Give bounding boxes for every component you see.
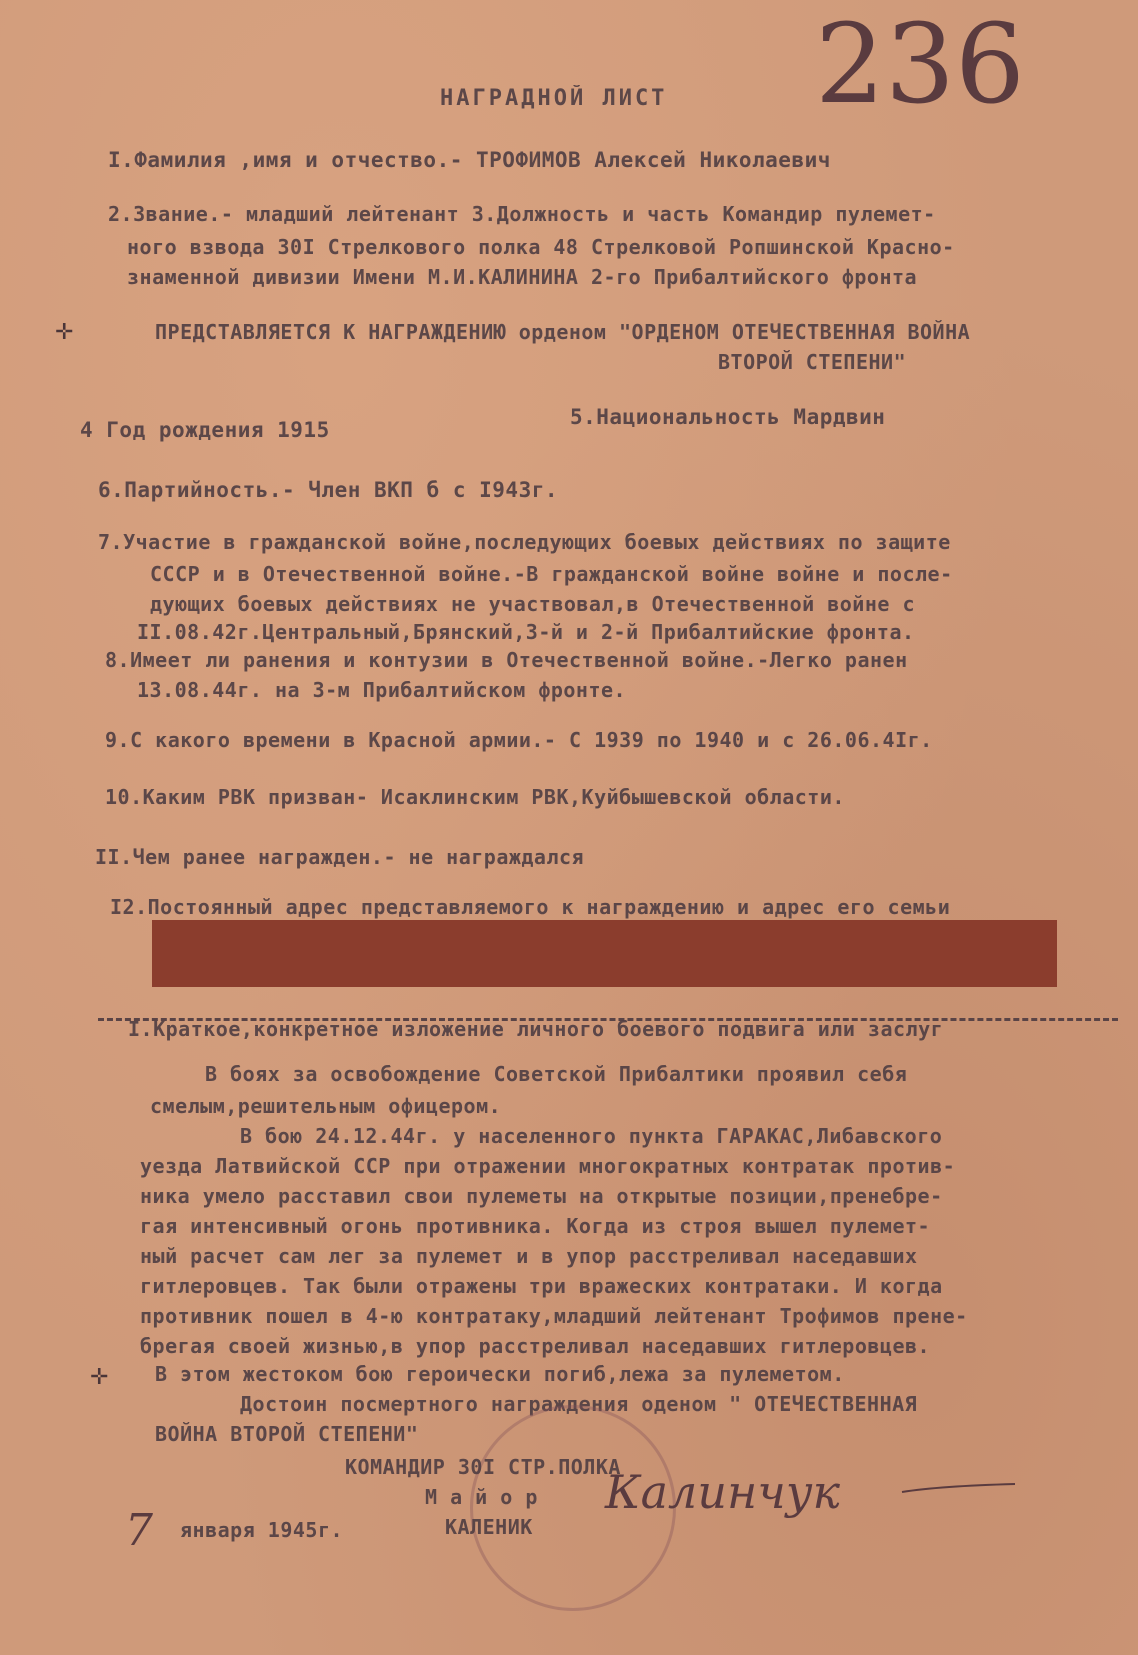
item-7-line-1: 7.Участие в гражданской войне,последующих боевых действиях по защите xyxy=(98,530,951,554)
body-line: гая интенсивный огонь противника. Когда из строя вышел пулемет- xyxy=(140,1214,931,1238)
body-line: гитлеровцев. Так были отражены три вражеских контратаки. И когда xyxy=(140,1274,943,1298)
item-8-line-2: 13.08.44г. на 3-м Прибалтийском фронте. xyxy=(137,678,627,702)
item-8-line-1: 8.Имеет ли ранения и контузии в Отечественной войне.-Легко ранен xyxy=(105,648,908,672)
item-6-party: 6.Партийность.- Член ВКП б с I943г. xyxy=(98,478,559,502)
item-4-birth-year: 4 Год рождения 1915 xyxy=(80,418,330,442)
margin-mark: ✛ xyxy=(55,320,74,345)
body-line: смелым,решительным офицером. xyxy=(150,1094,502,1118)
body-line: ника умело расставил свои пулеметы на открытые позиции,пренебре- xyxy=(140,1184,943,1208)
body-line: противник пошел в 4-ю контратаку,младший лейтенант Трофимов прене- xyxy=(140,1304,968,1328)
item-2-line-2: ного взвода 30I Стрелкового полка 48 Стрелковой Ропшинской Красно- xyxy=(127,235,955,259)
item-5-nationality: 5.Национальность Мардвин xyxy=(570,405,886,429)
item-7-line-2: СССР и в Отечественной войне.-В гражданской войне войне и после- xyxy=(150,562,953,586)
document-title: НАГРАДНОЙ ЛИСТ xyxy=(440,86,668,111)
signature-flourish xyxy=(900,1480,1020,1500)
item-2-line-3: знаменной дивизии Имени М.И.КАЛИНИНА 2-го Прибалтийского фронта xyxy=(127,265,918,289)
item-9-army-service: 9.С какого времени в Красной армии.- С 1939 по 1940 и с 26.06.4Iг. xyxy=(105,728,933,752)
item-10-draft-office: 10.Каким РВК призван- Исаклинским РВК,Куйбышевской области. xyxy=(105,785,845,809)
item-2-line-1: 2.Звание.- младший лейтенант 3.Должность и часть Командир пулемет- xyxy=(108,202,936,226)
body-line: уезда Латвийской ССР при отражении многократных контратак против- xyxy=(140,1154,956,1178)
date-typed: января 1945г. xyxy=(180,1518,344,1542)
item-1-name: I.Фамилия ,имя и отчество.- ТРОФИМОВ Алексей Николаевич xyxy=(108,148,831,172)
presented-line-2: ВТОРОЙ СТЕПЕНИ" xyxy=(718,350,907,374)
body-line: В этом жестоком бою героически погиб,лежа за пулеметом. xyxy=(155,1362,845,1386)
presented-line-1: ПРЕДСТАВЛЯЕТСЯ К НАГРАЖДЕНИЮ орденом "ОРДЕНОМ ОТЕЧЕСТВЕННАЯ ВОЙНА xyxy=(155,320,971,344)
archive-number: 236 xyxy=(815,0,1025,128)
section-heading: I.Краткое,конкретное изложение личного боевого подвига или заслуг xyxy=(128,1017,944,1041)
signature-rank: М а й о р xyxy=(425,1485,538,1509)
body-line: ный расчет сам лег за пулемет и в упор расстреливал наседавших xyxy=(140,1244,918,1268)
handwritten-signature: Калинчук xyxy=(605,1465,841,1519)
item-11-previous-awards: II.Чем ранее награжден.- не награждался xyxy=(95,845,585,869)
body-line: В боях за освобождение Советской Прибалтики проявил себя xyxy=(205,1062,908,1086)
signature-name: КАЛЕНИК xyxy=(445,1515,533,1539)
body-line: брегая своей жизнью,в упор расстреливал наседавших гитлеровцев. xyxy=(140,1334,931,1358)
signature-title: КОМАНДИР 30I СТР.ПОЛКА xyxy=(345,1455,621,1479)
item-12-address: I2.Постоянный адрес представляемого к награждению и адрес его семьи xyxy=(110,895,951,919)
body-line: Достоин посмертного награждения оденом " ОТЕЧЕСТВЕННАЯ xyxy=(240,1392,918,1416)
item-7-line-4: II.08.42г.Центральный,Брянский,3-й и 2-й Прибалтийские фронта. xyxy=(137,620,915,644)
body-line: В бою 24.12.44г. у населенного пункта ГАРАКАС,Либавского xyxy=(240,1124,943,1148)
item-7-line-3: дующих боевых действиях не участвовал,в Отечественной войне с xyxy=(150,592,916,616)
margin-mark: ✛ xyxy=(90,1365,109,1390)
redaction-bar xyxy=(152,920,1057,987)
body-line: ВОЙНА ВТОРОЙ СТЕПЕНИ" xyxy=(155,1422,419,1446)
date-day-handwritten: 7 xyxy=(125,1505,153,1556)
